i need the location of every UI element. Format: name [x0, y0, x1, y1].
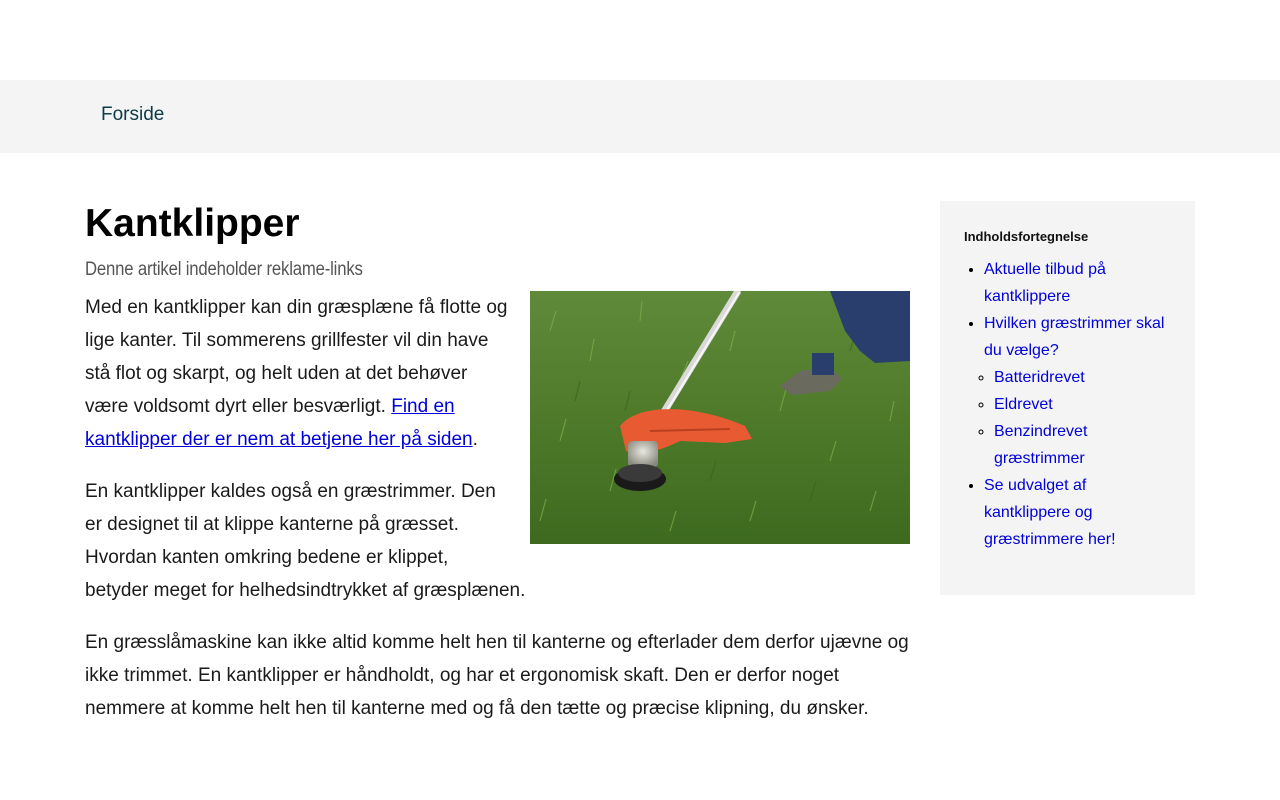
toc-sublist: [984, 364, 1171, 472]
toc-link-se-udvalget[interactable]: Se udvalget af kantklippere og græstrimmere her!: [984, 477, 1116, 548]
toc-link-benzindrevet[interactable]: Benzindrevet græstrimmer: [994, 423, 1088, 467]
paragraph-2: En kantklipper kaldes også en græstrimmer. Den er designet til at klippe kanterne på græsset. Hvordan kanten omkring bedene er klippet, betyder meget for helhedsindtrykket af græsplænen.: [85, 481, 526, 601]
toc-subitem: [994, 391, 1171, 418]
toc-item: [984, 472, 1171, 553]
grass-trimmer-photo-icon: [530, 291, 910, 544]
main-content: [85, 201, 910, 744]
table-of-contents: [940, 201, 1195, 595]
hero-image: [530, 291, 910, 544]
toc-item: [984, 310, 1171, 472]
toc-link-aktuelle-tilbud[interactable]: Aktuelle tilbud på kantklippere: [984, 261, 1106, 305]
toc-subitem: [994, 418, 1171, 472]
toc-link-eldrevet[interactable]: Eldrevet: [994, 396, 1053, 413]
main-navigation: [0, 80, 1280, 153]
toc-list: [964, 256, 1171, 553]
toc-link-hvilken-graestrimmer[interactable]: Hvilken græstrimmer skal du vælge?: [984, 315, 1165, 359]
toc-item: [984, 256, 1171, 310]
toc-title: Indholdsfortegnelse: [964, 229, 1089, 244]
toc-subitem: [994, 364, 1171, 391]
paragraph-1-end: .: [472, 429, 478, 450]
toc-link-batteridrevet[interactable]: Batteridrevet: [994, 369, 1085, 386]
page-title: Kantklipper: [85, 202, 300, 245]
nav-item-forside[interactable]: Forside: [101, 104, 165, 125]
find-kantklipper-link[interactable]: Find en kantklipper der er nem at betjene her på siden: [85, 396, 473, 450]
paragraph-1-text: Med en kantklipper kan din græsplæne få flotte og lige kanter. Til sommerens grillfester vil din have stå flot og skarpt, og helt uden at det behøver være voldsomt dyrt eller besværligt.: [85, 297, 508, 417]
article-body: [85, 291, 910, 725]
site-header: [0, 0, 1280, 80]
paragraph-3: En græsslåmaskine kan ikke altid komme helt hen til kanterne og efterlader dem derfor ujævne og ikke trimmet. En kantklipper er håndholdt, og har et ergonomisk skaft. Den er derfor noget nemmere at komme helt hen til kanterne med og få den tætte og præcise klipning, du ønsker.: [85, 632, 909, 719]
ad-disclaimer: Denne artikel indeholder reklame-links: [85, 259, 363, 280]
